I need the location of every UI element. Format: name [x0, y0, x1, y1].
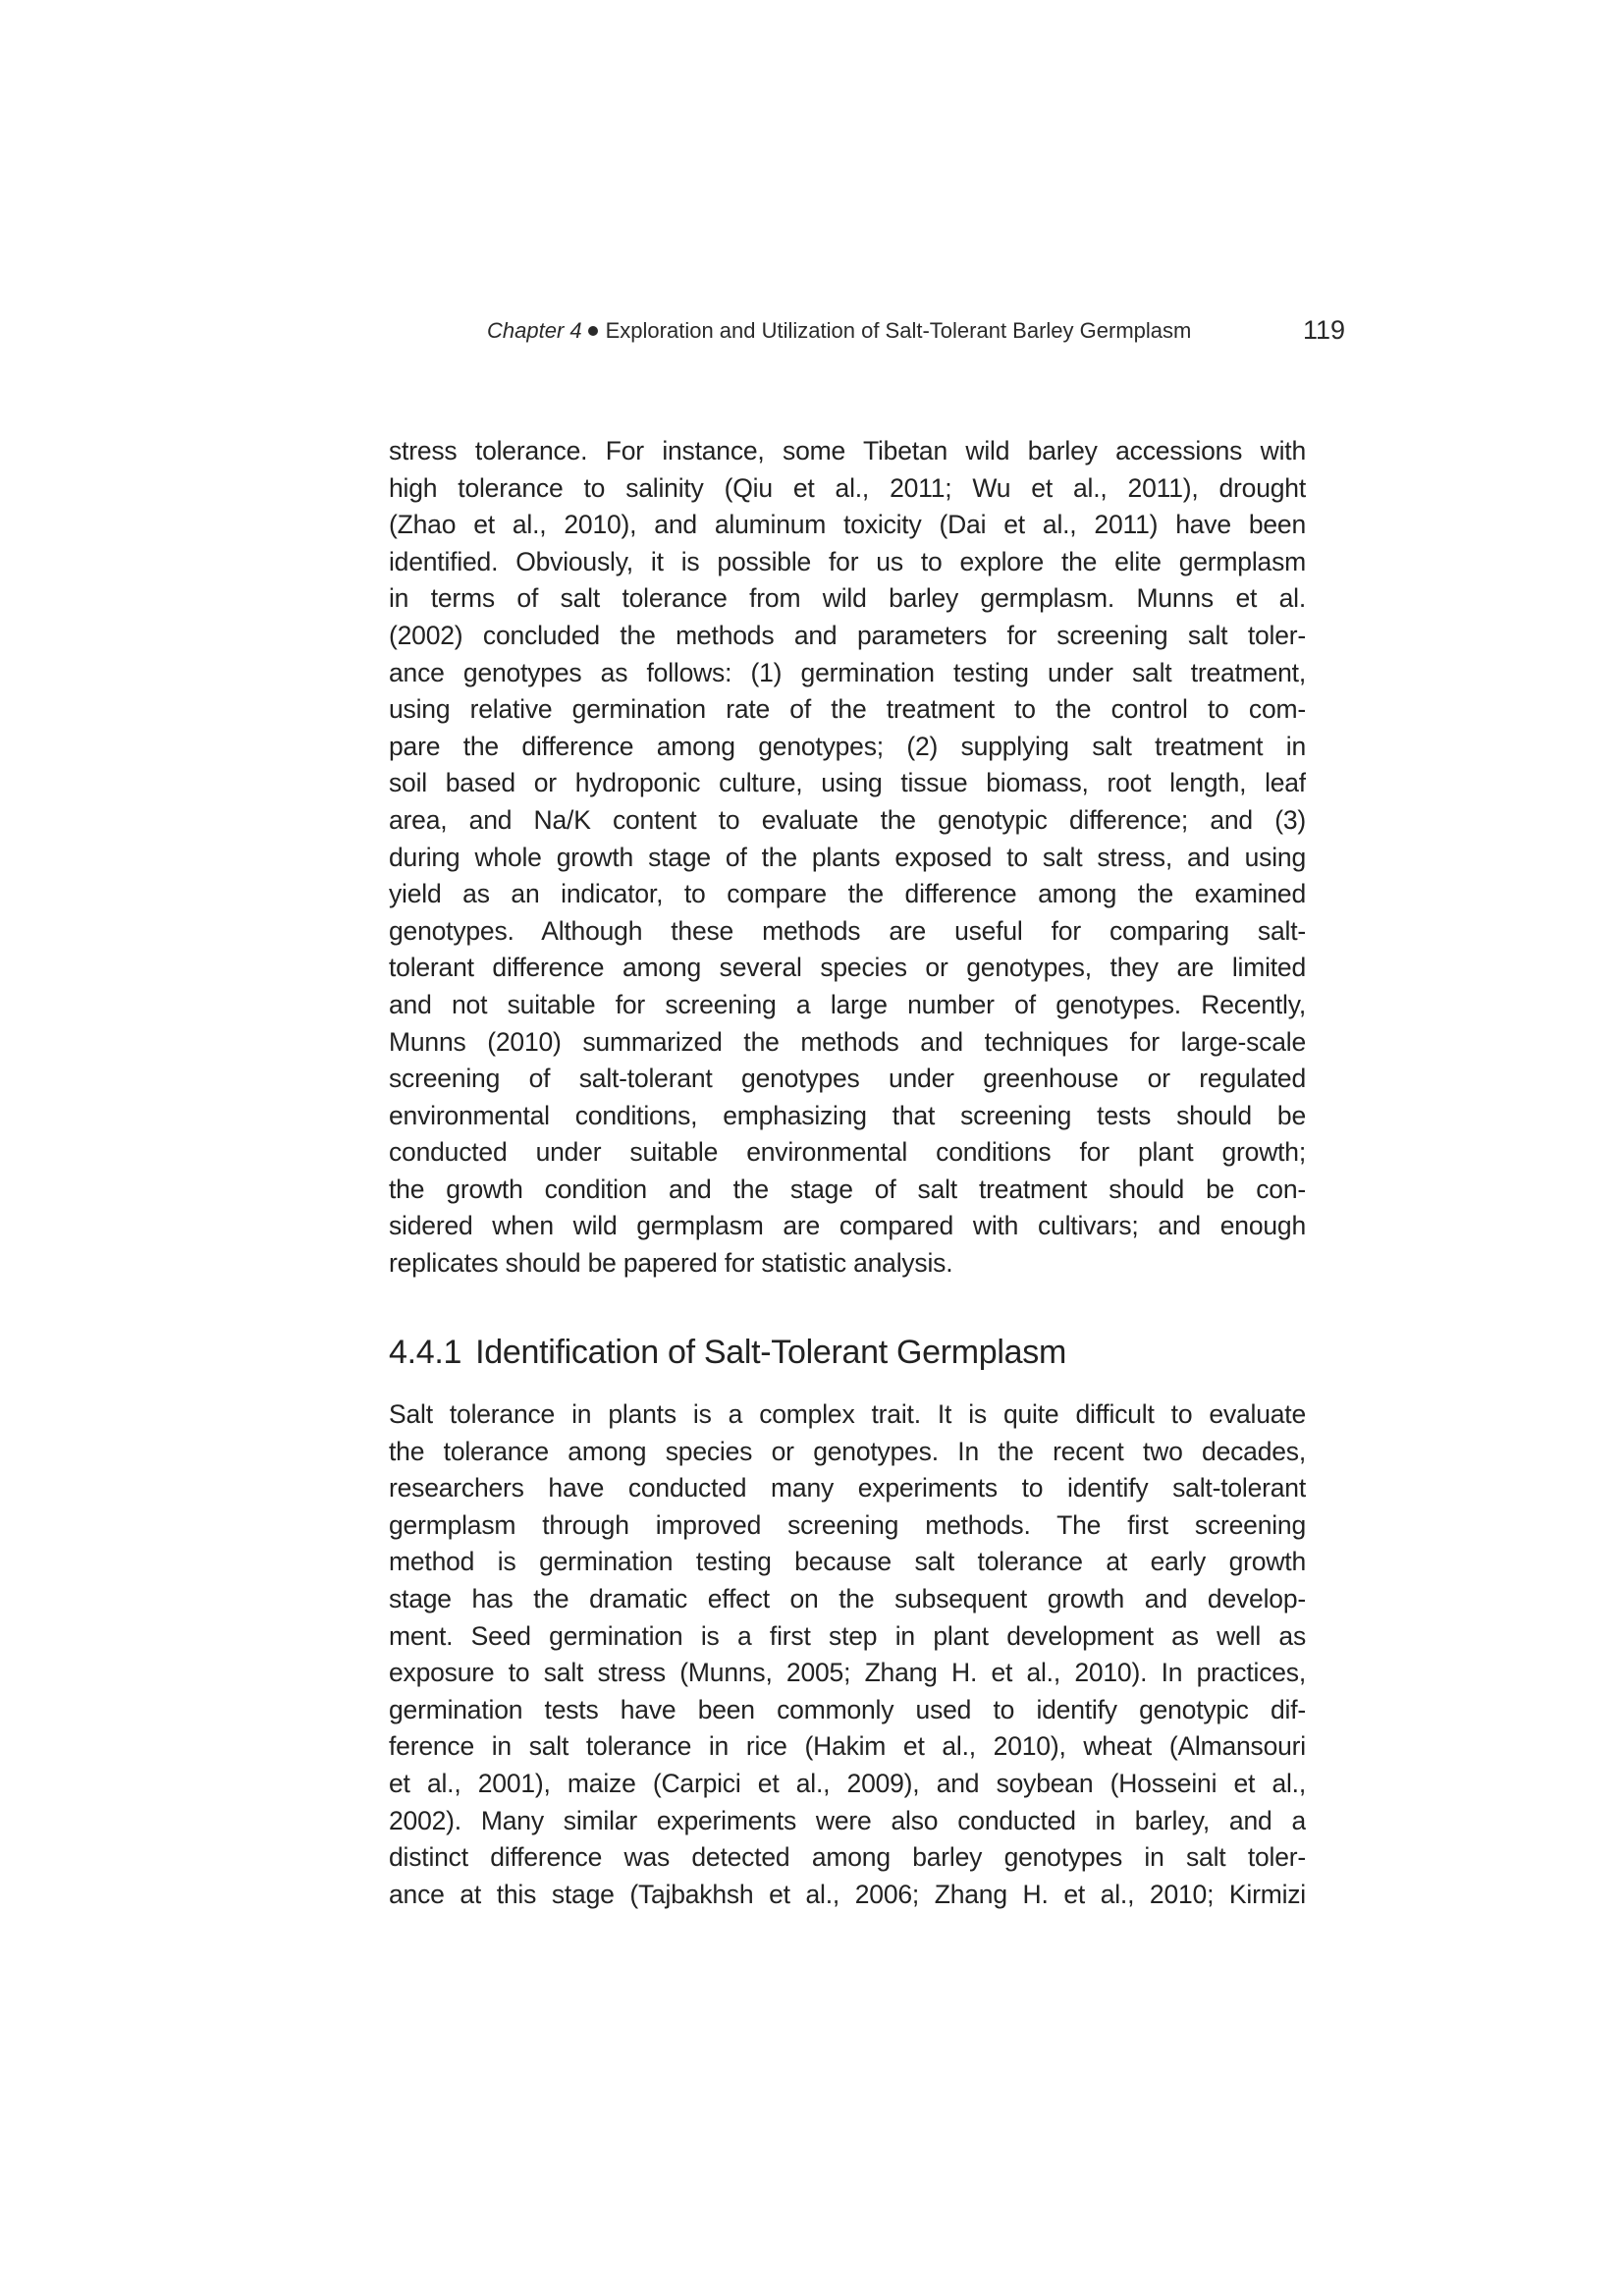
text-line: (2002) concluded the methods and parameters for screening salt toler-	[389, 620, 1306, 650]
text-line: tolerant difference among several species or genotypes, they are limited	[389, 953, 1306, 983]
text-line: exposure to salt stress (Munns, 2005; Zhang H. et al., 2010). In practices,	[389, 1658, 1306, 1688]
text-line: germination tests have been commonly used to identify genotypic dif-	[389, 1694, 1306, 1724]
page-number: 119	[1302, 315, 1345, 345]
text-line: researchers have conducted many experiments to identify salt-tolerant	[389, 1473, 1306, 1503]
text-line: during whole growth stage of the plants exposed to salt stress, and using	[389, 842, 1306, 872]
text-line: ment. Seed germination is a first step in plant development as well as	[389, 1620, 1306, 1651]
text-line: pare the difference among genotypes; (2) supplying salt treatment in	[389, 731, 1306, 761]
text-line: method is germination testing because salt tolerance at early growth	[389, 1547, 1306, 1577]
chapter-title: Exploration and Utilization of Salt-Tolerant Barley Germplasm	[605, 318, 1192, 343]
text-line: sidered when wild germplasm are compared with cultivars; and enough	[389, 1211, 1306, 1241]
text-line: identified. Obviously, it is possible for us to explore the elite germplasm	[389, 546, 1306, 576]
text-line: Munns (2010) summarized the methods and techniques for large-scale	[389, 1026, 1306, 1057]
paragraph-2	[389, 1396, 1306, 1913]
text-line: 2002). Many similar experiments were also conducted in barley, and a	[389, 1805, 1306, 1835]
text-line: (Zhao et al., 2010), and aluminum toxicity (Dai et al., 2011) have been	[389, 510, 1306, 540]
text-line: soil based or hydroponic culture, using tissue biomass, root length, leaf	[389, 768, 1306, 798]
text-line: ference in salt tolerance in rice (Hakim et al., 2010), wheat (Almansouri	[389, 1731, 1306, 1762]
text-line: replicates should be papered for statistic analysis.	[389, 1248, 953, 1279]
paragraph-1	[389, 433, 1306, 1283]
text-line: using relative germination rate of the treatment to the control to com-	[389, 694, 1306, 725]
text-line: screening of salt-tolerant genotypes under greenhouse or regulated	[389, 1064, 1306, 1094]
section-heading	[389, 1334, 1066, 1372]
text-line: distinct difference was detected among barley genotypes in salt toler-	[389, 1842, 1306, 1873]
chapter-label: Chapter 4	[487, 318, 582, 343]
text-line: Salt tolerance in plants is a complex trait. It is quite difficult to evaluate	[389, 1399, 1306, 1429]
text-line: et al., 2001), maize (Carpici et al., 2009), and soybean (Hosseini et al.,	[389, 1768, 1306, 1798]
text-line: area, and Na/K content to evaluate the genotypic difference; and (3)	[389, 804, 1306, 835]
text-line: environmental conditions, emphasizing that screening tests should be	[389, 1100, 1306, 1130]
section-title: Identification of Salt-Tolerant Germplasm	[475, 1334, 1066, 1371]
text-line: ance genotypes as follows: (1) germination testing under salt treatment,	[389, 657, 1306, 687]
text-line: yield as an indicator, to compare the difference among the examined	[389, 879, 1306, 909]
text-line: stress tolerance. For instance, some Tibetan wild barley accessions with	[389, 436, 1306, 465]
text-line: the growth condition and the stage of salt treatment should be con-	[389, 1174, 1306, 1204]
text-line: stage has the dramatic effect on the subsequent growth and develop-	[389, 1583, 1306, 1613]
text-line: conducted under suitable environmental conditions for plant growth;	[389, 1137, 1306, 1168]
text-line: germplasm through improved screening methods. The first screening	[389, 1509, 1306, 1540]
text-line: in terms of salt tolerance from wild barley germplasm. Munns et al.	[389, 583, 1306, 614]
text-line: ance at this stage (Tajbakhsh et al., 2006; Zhang H. et al., 2010; Kirmizi	[389, 1879, 1306, 1909]
section-number: 4.4.1	[389, 1334, 462, 1371]
text-line: the tolerance among species or genotypes. In the recent two decades,	[389, 1436, 1306, 1466]
bullet-icon	[588, 326, 598, 336]
running-header	[487, 315, 1345, 350]
text-line: and not suitable for screening a large number of genotypes. Recently,	[389, 989, 1306, 1019]
text-line: high tolerance to salinity (Qiu et al., 2011; Wu et al., 2011), drought	[389, 472, 1306, 503]
text-line: genotypes. Although these methods are useful for comparing salt-	[389, 915, 1306, 946]
